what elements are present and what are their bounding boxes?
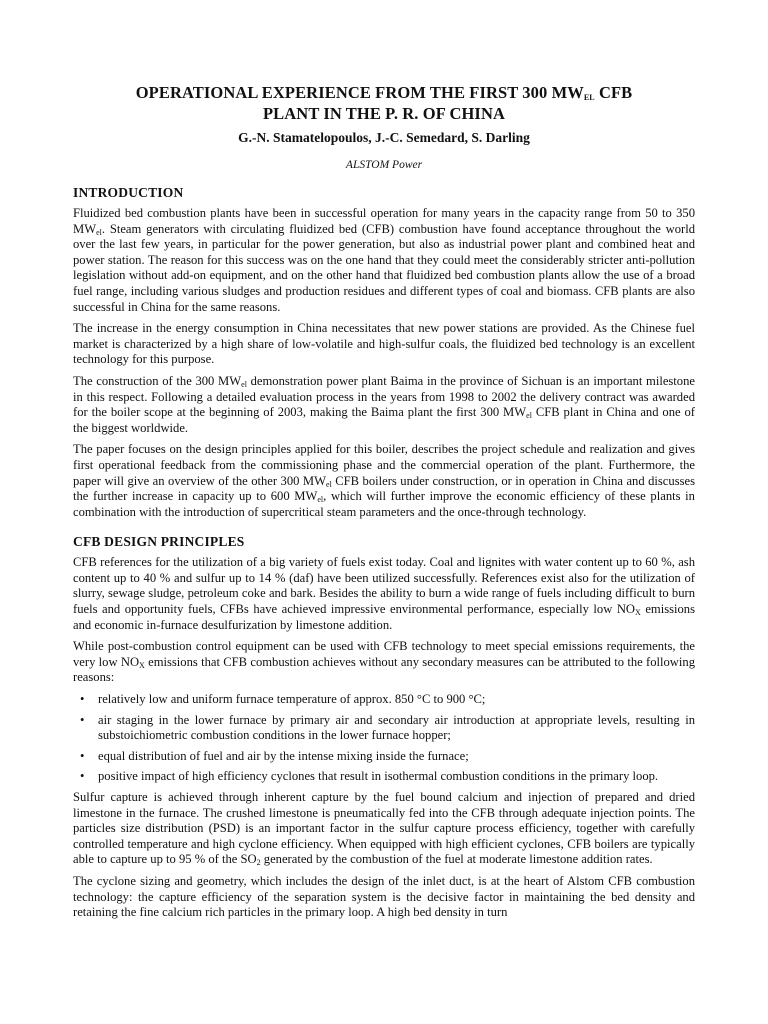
title-subscript: EL	[583, 93, 595, 102]
list-item: • air staging in the lower furnace by primary air and secondary air introduction at appropriate levels, resulting in substoichiometric combustion conditions in the lower furnace hopper;	[80, 712, 695, 743]
intro-paragraph-1: Fluidized bed combustion plants have been in successful operation for many years in the capacity range from 50 to 350 $MW_{el}$. Steam generators with circulating fluidized bed (CFB) combustion have found acceptance throughout the world over the last few years, in particular for the power generation, but also as industrial power plant and combined heat and power station. The reason for this success was on the one hand that they could meet the considerably stricter anti-pollution legislation without add-on equipment, and on the other hand that fluidized bed combustion plants allow the use of a broad fuel range, including various sludges and production residues and different types of coal and biomass. CFB plants are also successful in China for the same reasons.	[73, 206, 695, 314]
section-heading-introduction: INTRODUCTION	[73, 185, 184, 200]
intro-paragraph-3: The construction of the 300 $MW_{el}$ demonstration power plant Baima in the province of Sichuan is an important milestone in this respect. Following a detailed evaluation process in the years from 1998 to 2002 the delivery contract was awarded for the boiler scope at the beginning of 2003, making the Baima plant the first 300 $MW_{el}$ CFB plant in China and one of the biggest worldwide.	[73, 373, 696, 435]
title-line-2: PLANT IN THE P. R. OF CHINA	[263, 104, 505, 123]
title-part-a: OPERATIONAL EXPERIENCE FROM THE FIRST 300 MW	[135, 83, 584, 102]
bullet-icon: •	[80, 769, 85, 784]
authors: G.-N. Stamatelopoulos, J.-C. Semedard, S. Darling	[238, 130, 530, 145]
intro-paragraph-4: The paper focuses on the design principles applied for this boiler, describes the project schedule and realization and gives first operational feedback from the commissioning phase and the commercial operation of the plant. Furthermore, the paper will give an overview of the other 300 $MW_{el}$ CFB boilers under construction, or in operation in China and discusses the further increase in capacity up to 600 $MW_{el}$, which will further improve the economic efficiency of these plants in combination with the introduction of supercritical steam parameters and the once-through technology.	[73, 442, 695, 519]
intro-paragraph-2: The increase in the energy consumption in China necessitates that new power stations are provided. As the Chinese fuel market is characterized by a high share of low-volatile and high-sulfur coals, the fluidized bed technology is an excellent technology for this purpose.	[73, 321, 695, 367]
bullet-icon: •	[80, 692, 85, 707]
section-heading-cfb-design: CFB DESIGN PRINCIPLES	[73, 534, 245, 550]
cfb-paragraph-2: While post-combustion control equipment can be used with CFB technology to meet special emissions requirements, the very low $NO_X$ emissions that CFB combustion achieves without any secondary measures can be attributed to the following reasons:	[73, 639, 695, 685]
affiliation: ALSTOM Power	[345, 159, 423, 171]
list-item: • equal distribution of fuel and air by the intense mixing inside the furnace;	[80, 748, 469, 763]
cfb-paragraph-1: CFB references for the utilization of a big variety of fuels exist today. Coal and lignites with water content up to 60 %, ash content up to 40 % and sulfur up to 14 % (daf) have been utilized successfully. References exist also for the utilization of slurry, sewage sludge, petroleum coke and bark. Besides the ability to burn a wide range of fuels including difficult to burn fuels and opportunity fuels, CFBs have achieved impressive environmental performance, especially low $NO_X$ emissions and economic in-furnace desulfurization by limestone addition.	[73, 555, 695, 632]
list-item: • positive impact of high efficiency cyclones that result in isothermal combustion conditions in the primary loop.	[80, 769, 659, 784]
list-item: • relatively low and uniform furnace temperature of approx. 850 °C to 900 °C;	[80, 692, 486, 707]
cfb-paragraph-3: Sulfur capture is achieved through inherent capture by the fuel bound calcium and injection of prepared and dried limestone in the furnace. The crushed limestone is pneumatically fed into the CFB through adequate injection points. The particles size distribution (PSD) is an important factor in the sulfur capture process efficiency, together with carefully controlled temperature and high cyclone efficiency. When equipped with high efficient cyclones, CFB boilers are typically able to capture up to 95 % of the $SO_2$ generated by the combustion of the fuel at moderate limestone addition rates.	[73, 790, 695, 868]
title-part-b: CFB	[594, 83, 633, 102]
bullet-list	[73, 692, 695, 785]
paper-page	[73, 82, 695, 927]
paper-title	[73, 82, 695, 124]
bullet-icon: •	[80, 748, 85, 763]
cfb-paragraph-4: The cyclone sizing and geometry, which includes the design of the inlet duct, is at the heart of Alstom CFB combustion technology: the capture efficiency of the separation system is the decisive factor in maintaining the bed density and retaining the fine calcium rich particles in the primary loop. A high bed density in turn	[73, 873, 695, 920]
bullet-icon: •	[80, 712, 85, 727]
